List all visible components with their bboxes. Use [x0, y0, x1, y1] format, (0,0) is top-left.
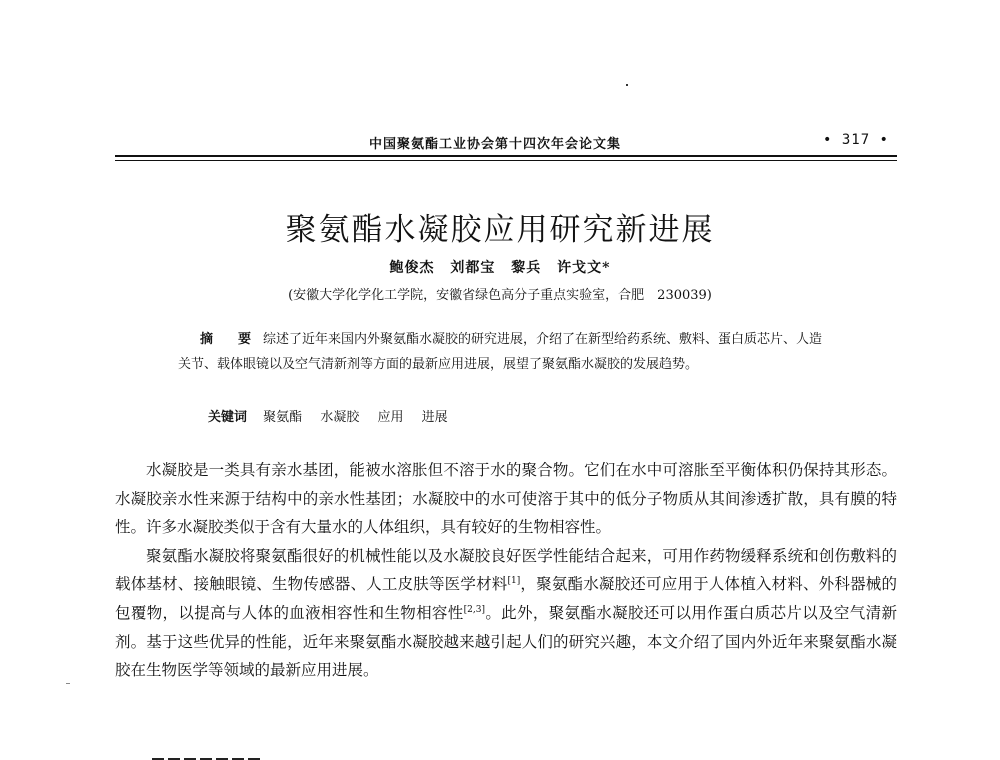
author-list [0, 257, 1000, 277]
keyword: 聚氨酯 [263, 410, 303, 425]
journal-name: 中国聚氨酯工业协会第十四次年会论文集 [369, 137, 622, 152]
paragraph: 水凝胶是一类具有亲水基团，能被水溶胀但不溶于水的聚合物。它们在水中可溶胀至平衡体积仍保持其形态。水凝胶亲水性来源于结构中的亲水性基团；水凝胶中的水可使溶于其中的低分子物质从其间渗透扩散，具有膜的特性。许多水凝胶类似于含有大量水的人体组织，具有较好的生物相容性。 [115, 461, 897, 537]
citation[interactable]: [1] [507, 576, 521, 587]
paragraph-text: 。此外，聚氨酯水凝胶还可以用作蛋白质芯片以及空气清新剂。基于这些优异的性能，近年来聚氨酯水凝胶越来越引起人们的研究兴趣，本文介绍了国内外近年来聚氨酯水凝胶在生物医学等领域的最新应用进展。 [115, 603, 897, 680]
author: 黎兵 [511, 260, 542, 276]
article-title: 聚氨酯水凝胶应用研究新进展 [285, 212, 715, 248]
scan-speck [626, 84, 628, 86]
author: 鲍俊杰 [389, 260, 435, 276]
page-number: • 317 • [822, 132, 889, 148]
body-text [115, 456, 897, 685]
paragraph-text: ，聚氨酯水凝胶还可应用于人体植入材料、外科器械的包覆物，以提高与人体的血液相容性和生物相容性 [115, 575, 897, 622]
keyword: 水凝胶 [320, 410, 360, 425]
keywords [208, 406, 828, 425]
scan-speck [66, 683, 70, 684]
keywords-label: 关键词 [208, 410, 248, 425]
affiliation: (安徽大学化学化工学院，安徽省绿色高分子重点实验室，合肥 230039) [288, 288, 712, 303]
abstract-label: 摘 要 [200, 332, 258, 347]
keyword: 应用 [377, 410, 404, 425]
abstract-text: 综述了近年来国内外聚氨酯水凝胶的研究进展，介绍了在新型给药系统、敷料、蛋白质芯片、人造关节、载体眼镜以及空气清新剂等方面的最新应用进展，展望了聚氨酯水凝胶的发展趋势。 [178, 332, 823, 372]
header-rule-thick [115, 155, 897, 157]
author: 刘都宝 [450, 260, 496, 276]
cropped-section-heading [152, 754, 272, 760]
header-rule-thin [115, 160, 897, 161]
paragraph [115, 542, 897, 685]
citation[interactable]: [2,3] [463, 604, 485, 615]
running-header [115, 127, 897, 153]
abstract [178, 328, 830, 377]
author: 许戈文* [557, 260, 611, 276]
paragraph-text: 聚氨酯水凝胶将聚氨酯很好的机械性能以及水凝胶良好医学性能结合起来，可用作药物缓释系统和创伤敷料的载体基材、接触眼镜、生物传感器、人工皮肤等医学材料 [115, 546, 897, 594]
keyword: 进展 [421, 410, 448, 425]
